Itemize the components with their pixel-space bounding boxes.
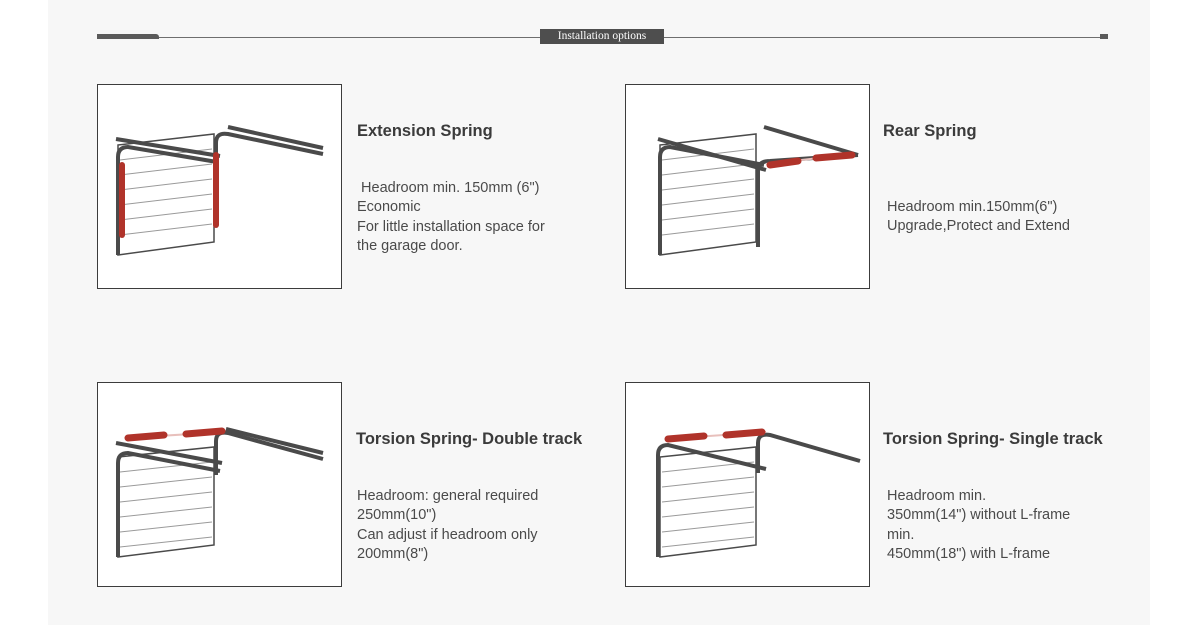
desc-line: Headroom min. 150mm (6") (357, 180, 540, 196)
torsion-single-illustration (625, 382, 870, 587)
torsion-double-desc (357, 487, 538, 564)
desc-line: the garage door. (357, 237, 463, 254)
desc-line: Upgrade,Protect and Extend (887, 218, 1070, 235)
desc-line: 450mm(18") with L-frame (887, 545, 1051, 562)
header-accent-right (1100, 34, 1108, 39)
desc-line: 250mm(10") (357, 507, 437, 524)
extension-spring-illustration (97, 84, 342, 289)
torsion-single-title: Torsion Spring- Single track (883, 430, 1103, 448)
rear-spring-title: Rear Spring (883, 122, 977, 140)
desc-line: Headroom min. (887, 488, 987, 504)
desc-line: 350mm(14") without L-frame (887, 507, 1071, 524)
torsion-single-desc (887, 487, 1070, 564)
header-accent-left (97, 34, 159, 39)
extension-spring-title: Extension Spring (357, 122, 493, 140)
extension-spring-desc (357, 179, 545, 256)
desc-line: 200mm(8") (357, 545, 429, 562)
section-title: Installation options (540, 29, 664, 44)
torsion-double-title: Torsion Spring- Double track (356, 430, 583, 448)
desc-line: Headroom min.150mm(6") (887, 199, 1058, 215)
desc-line: Economic (357, 199, 421, 216)
desc-line: For little installation space for (357, 218, 545, 235)
desc-line: Can adjust if headroom only (357, 526, 538, 543)
desc-line: min. (887, 526, 915, 543)
rear-spring-illustration (625, 84, 870, 289)
torsion-double-illustration (97, 382, 342, 587)
rear-spring-desc (887, 198, 1070, 237)
desc-line: Headroom: general required (357, 488, 539, 504)
